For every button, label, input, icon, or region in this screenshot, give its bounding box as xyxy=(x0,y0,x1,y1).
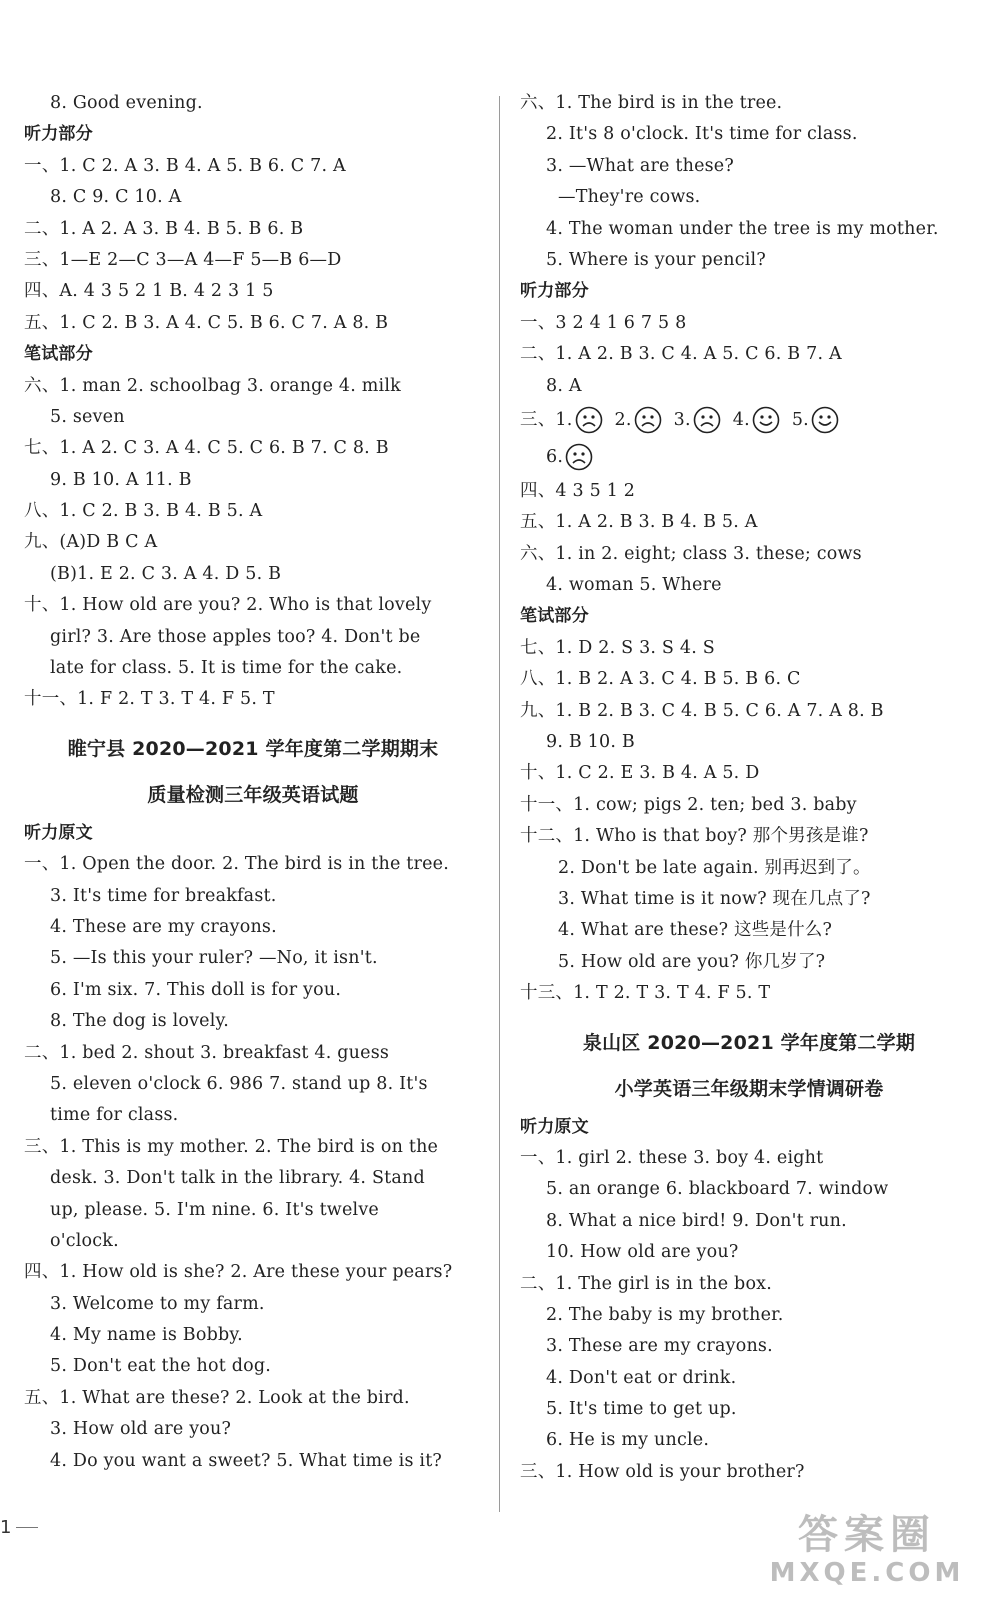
answer-line: 4. Do you want a sweet? 5. What time is it? xyxy=(50,1450,443,1471)
answer-line: 9. B 10. B xyxy=(546,732,635,753)
answer-line: 十一、1. F 2. T 3. T 4. F 5. T xyxy=(24,689,275,710)
answer-line: desk. 3. Don't talk in the library. 4. Stand xyxy=(50,1168,425,1189)
answer-line: 6. He is my uncle. xyxy=(546,1430,710,1451)
answer-line: 六、1. The bird is in the tree. xyxy=(520,93,783,113)
face-label: 1. xyxy=(555,409,573,430)
watermark-url: MXQE.COM xyxy=(769,1558,965,1588)
answer-line: 8. What a nice bird! 9. Don't run. xyxy=(546,1210,847,1231)
answer-line: 五、1. What are these? 2. Look at the bird. xyxy=(24,1387,410,1408)
answer-line: —They're cows. xyxy=(558,187,701,208)
answer-line: 二、1. The girl is in the box. xyxy=(520,1273,773,1294)
right-column-bottom xyxy=(520,476,978,1488)
answer-line: 三、1. How old is your brother? xyxy=(520,1461,805,1482)
answer-line: 3. How old are you? xyxy=(50,1419,232,1440)
answer-line: 5. an orange 6. blackboard 7. window xyxy=(546,1179,889,1200)
section-heading: 听力部分 xyxy=(520,281,589,302)
smiley-face-icon xyxy=(752,406,780,434)
answer-line: 一、1. C 2. A 3. B 4. A 5. B 6. C 7. A xyxy=(24,155,346,176)
answer-line: 5. seven xyxy=(50,406,125,427)
answer-line: 5. —Is this your ruler? —No, it isn't. xyxy=(50,948,378,969)
answer-line: 3. It's time for breakfast. xyxy=(50,885,277,906)
answer-line: 4. These are my crayons. xyxy=(50,916,277,937)
answer-line: 2. Don't be late again. 别再迟到了。 xyxy=(558,857,871,878)
section-heading: 听力原文 xyxy=(24,822,93,843)
section-heading: 听力部分 xyxy=(24,124,93,145)
answer-line: 8. Good evening. xyxy=(50,93,203,113)
answer-line: 五、1. C 2. B 3. A 4. C 5. B 6. C 7. A 8. B xyxy=(24,312,389,333)
answer-line: 4. Don't eat or drink. xyxy=(546,1367,737,1388)
answer-line: time for class. xyxy=(50,1105,179,1126)
sad-face-icon xyxy=(565,443,593,471)
face-label: 3. xyxy=(673,409,691,430)
answer-line: 六、1. in 2. eight; class 3. these; cows xyxy=(520,543,862,564)
right-column-top xyxy=(520,88,978,402)
answer-line: 五、1. A 2. B 3. B 4. B 5. A xyxy=(520,512,758,533)
face-label: 4. xyxy=(732,409,750,430)
face-label: 6. xyxy=(546,446,564,467)
sad-face-icon xyxy=(693,406,721,434)
answer-line: 二、1. A 2. B 3. C 4. A 5. C 6. B 7. A xyxy=(520,344,842,365)
answer-line: 5. How old are you? 你几岁了? xyxy=(558,951,826,972)
answer-line: 4. woman 5. Where xyxy=(546,575,722,596)
answer-line: 七、1. D 2. S 3. S 4. S xyxy=(520,637,715,658)
answer-line: 8. C 9. C 10. A xyxy=(50,187,182,208)
answer-line: 七、1. A 2. C 3. A 4. C 5. C 6. B 7. C 8. B xyxy=(24,438,389,459)
answer-line: 8. The dog is lovely. xyxy=(50,1011,230,1032)
section-title: 小学英语三年级期末学情调研卷 xyxy=(614,1077,884,1100)
answer-line: 4. What are these? 这些是什么? xyxy=(558,920,833,941)
answer-line: 四、A. 4 3 5 2 1 B. 4 2 3 1 5 xyxy=(24,281,274,302)
answer-line: 十、1. C 2. E 3. B 4. A 5. D xyxy=(520,763,760,784)
answer-line: 十、1. How old are you? 2. Who is that lovely xyxy=(24,595,432,616)
answer-line: 5. Don't eat the hot dog. xyxy=(50,1356,272,1377)
answer-line: 一、1. Open the door. 2. The bird is in the tree. xyxy=(24,854,449,875)
answer-line: 9. B 10. A 11. B xyxy=(50,469,192,490)
answer-line: 十一、1. cow; pigs 2. ten; bed 3. baby xyxy=(520,794,857,815)
answer-line: 3. —What are these? xyxy=(546,155,734,176)
answer-line: 5. Where is your pencil? xyxy=(546,249,766,270)
page-mark: 1 xyxy=(0,1517,12,1538)
right-column xyxy=(520,88,978,1488)
answer-line: 十三、1. T 2. T 3. T 4. F 5. T xyxy=(520,983,771,1004)
answer-line: (B)1. E 2. C 3. A 4. D 5. B xyxy=(50,563,282,584)
answer-line: late for class. 5. It is time for the cake. xyxy=(50,658,403,679)
left-column xyxy=(24,88,482,1477)
answer-line: 3. What time is it now? 现在几点了? xyxy=(558,888,871,909)
answer-line: 2. It's 8 o'clock. It's time for class. xyxy=(546,124,858,145)
faces-answer-row xyxy=(520,402,978,439)
answer-line: 四、1. How old is she? 2. Are these your pears? xyxy=(24,1262,453,1283)
watermark-title: 答案圈 xyxy=(798,1512,936,1558)
answer-line: up, please. 5. I'm nine. 6. It's twelve xyxy=(50,1199,379,1220)
answer-line: 3. Welcome to my farm. xyxy=(50,1293,265,1314)
answer-line: 6. I'm six. 7. This doll is for you. xyxy=(50,979,342,1000)
sad-face-icon xyxy=(634,406,662,434)
faces-prefix: 三、 xyxy=(520,409,556,430)
answer-line: 三、1—E 2—C 3—A 4—F 5—B 6—D xyxy=(24,249,342,270)
footer-rule xyxy=(16,1527,38,1528)
answer-line: 二、1. bed 2. shout 3. breakfast 4. guess xyxy=(24,1042,390,1063)
answer-line: 三、1. This is my mother. 2. The bird is on the xyxy=(24,1136,439,1157)
section-heading: 笔试部分 xyxy=(24,344,93,365)
answer-line: 九、1. B 2. B 3. C 4. B 5. C 6. A 7. A 8. B xyxy=(520,700,884,721)
answer-line: 一、1. girl 2. these 3. boy 4. eight xyxy=(520,1147,824,1168)
answer-line: 3. These are my crayons. xyxy=(546,1336,773,1357)
column-divider xyxy=(499,96,500,1512)
answer-line: 4. The woman under the tree is my mother. xyxy=(546,218,939,239)
answer-line: 5. eleven o'clock 6. 986 7. stand up 8. It's xyxy=(50,1073,428,1094)
smiley-face-icon xyxy=(811,406,839,434)
answer-line: 8. A xyxy=(546,375,582,396)
watermark xyxy=(752,1512,982,1592)
answer-line: 八、1. B 2. A 3. C 4. B 5. B 6. C xyxy=(520,669,801,690)
answer-line: 十二、1. Who is that boy? 那个男孩是谁? xyxy=(520,826,869,847)
faces-answer-row-2 xyxy=(520,439,978,476)
answer-line: 六、1. man 2. schoolbag 3. orange 4. milk xyxy=(24,375,401,396)
section-title: 睢宁县 2020—2021 学年度第二学期期末 xyxy=(67,737,439,760)
face-label: 2. xyxy=(614,409,632,430)
answer-line: 5. It's time to get up. xyxy=(546,1399,737,1420)
section-title: 质量检测三年级英语试题 xyxy=(147,783,359,806)
sad-face-icon xyxy=(575,406,603,434)
answer-line: 九、(A)D B C A xyxy=(24,532,158,553)
answer-line: 四、4 3 5 1 2 xyxy=(520,480,636,501)
answer-line: o'clock. xyxy=(50,1230,119,1251)
answer-line: 4. My name is Bobby. xyxy=(50,1325,243,1346)
answer-line: 一、3 2 4 1 6 7 5 8 xyxy=(520,312,687,333)
section-heading: 听力原文 xyxy=(520,1116,589,1137)
section-title: 泉山区 2020—2021 学年度第二学期 xyxy=(582,1031,916,1054)
section-heading: 笔试部分 xyxy=(520,606,589,627)
answer-line: 八、1. C 2. B 3. B 4. B 5. A xyxy=(24,501,263,522)
answer-line: girl? 3. Are those apples too? 4. Don't be xyxy=(50,626,421,647)
answer-line: 二、1. A 2. A 3. B 4. B 5. B 6. B xyxy=(24,218,304,239)
face-label: 5. xyxy=(791,409,809,430)
answer-line: 2. The baby is my brother. xyxy=(546,1304,784,1325)
answer-line: 10. How old are you? xyxy=(546,1242,739,1263)
